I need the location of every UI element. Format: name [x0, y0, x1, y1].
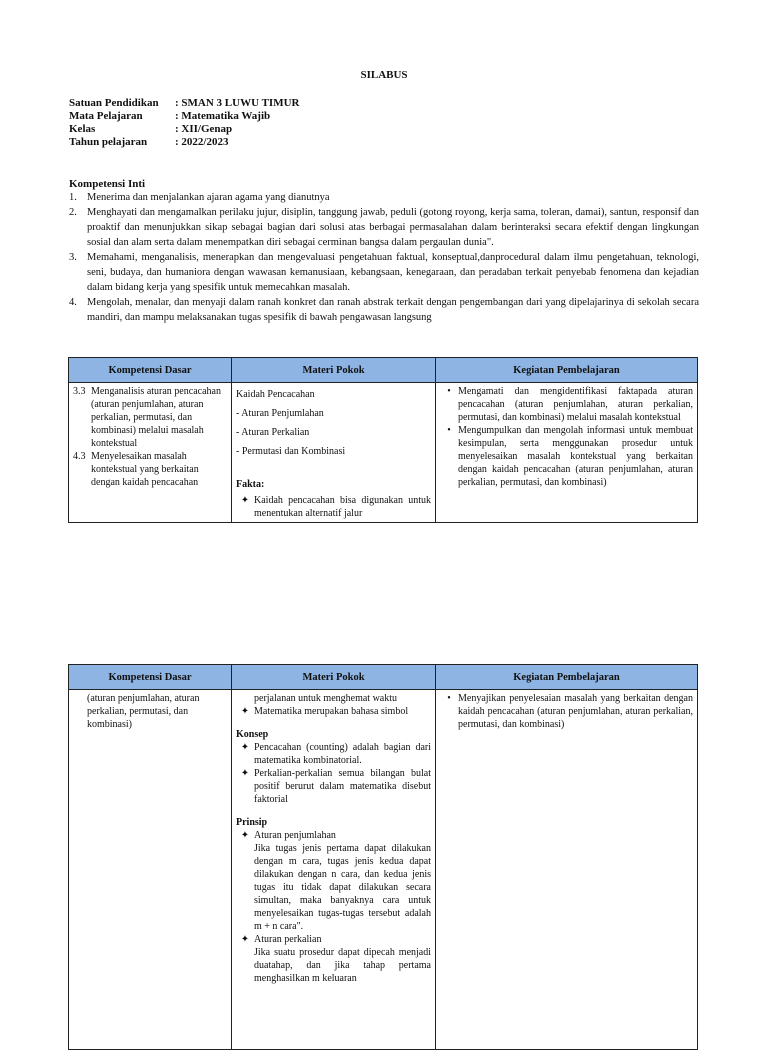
kegiatan-cell: [436, 383, 698, 523]
kegiatan-item: [440, 424, 693, 489]
kd-text: Menyelesaikan masalah kontekstual yang berkaitan dengan kaidah pencacahan: [91, 451, 199, 488]
header-materi-pokok: Materi Pokok: [232, 358, 436, 383]
konsep-text: Pencacahan (counting) adalah bagian dari matematika kombinatorial.: [254, 742, 431, 766]
table-header-row: [69, 665, 698, 690]
kd-continued: (aturan penjumlahan, aturan perkalian, permutasi, dan kombinasi): [87, 693, 200, 730]
meta-value: : SMAN 3 LUWU TIMUR: [175, 97, 300, 109]
diamond-bullet-icon: ✦: [240, 742, 250, 753]
header-kegiatan: Kegiatan Pembelajaran: [436, 665, 698, 690]
materi-item: - Aturan Penjumlahan: [236, 408, 324, 419]
kd-item: [73, 450, 227, 489]
diamond-bullet-icon: ✦: [240, 495, 250, 506]
item-number: 4.: [69, 297, 77, 308]
item-text: Menghayati dan mengamalkan perilaku jujur, disiplin, tanggung jawab, peduli (gotong royong, kerja sama, toleran, damai), santun, responsif dan proaktif dan menunjukkan sikap sebagai bagian dari solusi atas berbagai permasalahan dalam berinteraksi secara efektif dengan lingkungan sosial dan alam serta dalam menempatkan diri sebagai cerminan bangsa dalam pergaulan dunia".: [87, 207, 699, 248]
meta-value: : Matematika Wajib: [175, 110, 271, 122]
bullet-icon: •: [447, 425, 451, 436]
prinsip-title: Aturan perkalian: [254, 934, 322, 945]
konsep-item: [236, 741, 431, 767]
materi-title: Kaidah Pencacahan: [236, 389, 315, 400]
materi-item: - Permutasi dan Kombinasi: [236, 446, 346, 457]
konsep-item: [236, 767, 431, 806]
diamond-bullet-icon: ✦: [240, 768, 250, 779]
kompetensi-inti-list: [69, 190, 699, 325]
kd-number: 4.3: [73, 451, 86, 462]
item-text: Memahami, menganalisis, menerapkan dan mengevaluasi pengetahuan faktual, konseptual,danprocedural dalam ilmu pengetahuan, teknologi, seni, budaya, dan humaniora dengan wawasan kemanusiaan, kebangsaan, kenegaraan, dan peradaban terkait penyebab fenomena dan kejadian dalam bidang kerja yang spesifik untuk memecahkan masalah.: [87, 252, 699, 293]
meta-row: [69, 110, 299, 123]
document-title: SILABUS: [360, 69, 408, 81]
prinsip-item: [236, 829, 431, 842]
kd-number: 3.3: [73, 386, 86, 397]
kegiatan-item: [440, 692, 693, 731]
kegiatan-cell: [436, 690, 698, 1050]
list-item: [69, 250, 699, 295]
kd-item: [73, 385, 227, 450]
prinsip-text: Jika suatu prosedur dapat dipecah menjadi duatahap, dan jika tahap pertama menghasilkan m keluaran: [254, 947, 431, 984]
prinsip-text: Jika tugas jenis pertama dapat dilakukan dengan m cara, tugas jenis kedua dapat dilakukan dengan n cara, dan kedua jenis tugas itu tidak dapat dilakukan secara simultan, maka banyaknya cara untuk menyelesaikan tugas-tugas tersebut adalah m + n cara".: [254, 843, 431, 932]
list-item: [69, 205, 699, 250]
diamond-bullet-icon: ✦: [240, 830, 250, 841]
table-header-row: [69, 358, 698, 383]
item-number: 1.: [69, 192, 77, 203]
bullet-icon: •: [447, 693, 451, 704]
diamond-bullet-icon: ✦: [240, 706, 250, 717]
item-number: 2.: [69, 207, 77, 218]
konsep-text: Perkalian-perkalian semua bilangan bulat positif berurut dalam matematika disebut faktorial: [254, 768, 431, 805]
kegiatan-item: [440, 385, 693, 424]
fakta-text: Kaidah pencacahan bisa digunakan untuk menentukan alternatif jalur: [254, 495, 431, 519]
list-item: [69, 190, 699, 205]
syllabus-table-1: [68, 357, 698, 523]
header-kompetensi-dasar: Kompetensi Dasar: [69, 665, 232, 690]
kd-cell: [69, 690, 232, 1050]
item-text: Mengolah, menalar, dan menyaji dalam ranah konkret dan ranah abstrak terkait dengan pengembangan dari yang dipelajarinya di sekolah secara mandiri, dan mampu melaksanakan tugas spesifik di bawah pengawasan langsung: [87, 297, 699, 323]
materi-cell: [232, 690, 436, 1050]
item-text: Menerima dan menjalankan ajaran agama yang dianutnya: [87, 192, 330, 203]
meta-label: Tahun pelajaran: [69, 136, 148, 148]
identity-block: [69, 97, 299, 149]
prinsip-heading: Prinsip: [236, 817, 268, 828]
table-row: [69, 383, 698, 523]
kd-cell: [69, 383, 232, 523]
list-item: [69, 295, 699, 325]
meta-row: [69, 123, 299, 136]
fakta-item: [236, 705, 431, 718]
materi-continued: perjalanan untuk menghemat waktu: [254, 693, 398, 704]
meta-value: : XII/Genap: [175, 123, 233, 135]
header-kompetensi-dasar: Kompetensi Dasar: [69, 358, 232, 383]
prinsip-item: [236, 933, 431, 946]
meta-label: Mata Pelajaran: [69, 110, 143, 122]
header-kegiatan: Kegiatan Pembelajaran: [436, 358, 698, 383]
materi-item: - Aturan Perkalian: [236, 427, 310, 438]
konsep-heading: Konsep: [236, 729, 269, 740]
kompetensi-inti-heading: Kompetensi Inti: [69, 178, 146, 190]
prinsip-title: Aturan penjumlahan: [254, 830, 336, 841]
diamond-bullet-icon: ✦: [240, 934, 250, 945]
kegiatan-text: Menyajikan penyelesaian masalah yang berkaitan dengan kaidah pencacahan (aturan penjumlahan, aturan perkalian, permutasi, dan kombinasi): [458, 693, 693, 730]
kd-text: Menganalisis aturan pencacahan (aturan penjumlahan, aturan perkalian, permutasi, dan kombinasi) melalui masalah kontekstual: [91, 386, 221, 449]
fakta-text: Matematika merupakan bahasa simbol: [254, 706, 409, 717]
meta-row: [69, 136, 299, 149]
fakta-item: [236, 494, 431, 520]
table-row: [69, 690, 698, 1050]
kegiatan-text: Mengumpulkan dan mengolah informasi untuk membuat kesimpulan, serta menggunakan prosedur untuk menyelesaikan masalah kontekstual yang berkaitan dengan kaidah pencacahan (aturan penjumlahan, aturan perkalian, permutasi, dan kombinasi): [458, 425, 693, 488]
bullet-icon: •: [447, 386, 451, 397]
kegiatan-text: Mengamati dan mengidentifikasi faktapada aturan pencacahan (aturan penjumlahan, aturan perkalian, permutasi, dan kombinasi) melalui masalah kontekstual: [458, 386, 693, 423]
item-number: 3.: [69, 252, 77, 263]
meta-value: : 2022/2023: [175, 136, 229, 148]
header-materi-pokok: Materi Pokok: [232, 665, 436, 690]
fakta-heading: Fakta:: [236, 479, 265, 490]
syllabus-table-2: [68, 664, 698, 1050]
meta-label: Kelas: [69, 123, 96, 135]
meta-row: [69, 97, 299, 110]
materi-cell: [232, 383, 436, 523]
meta-label: Satuan Pendidikan: [69, 97, 159, 109]
